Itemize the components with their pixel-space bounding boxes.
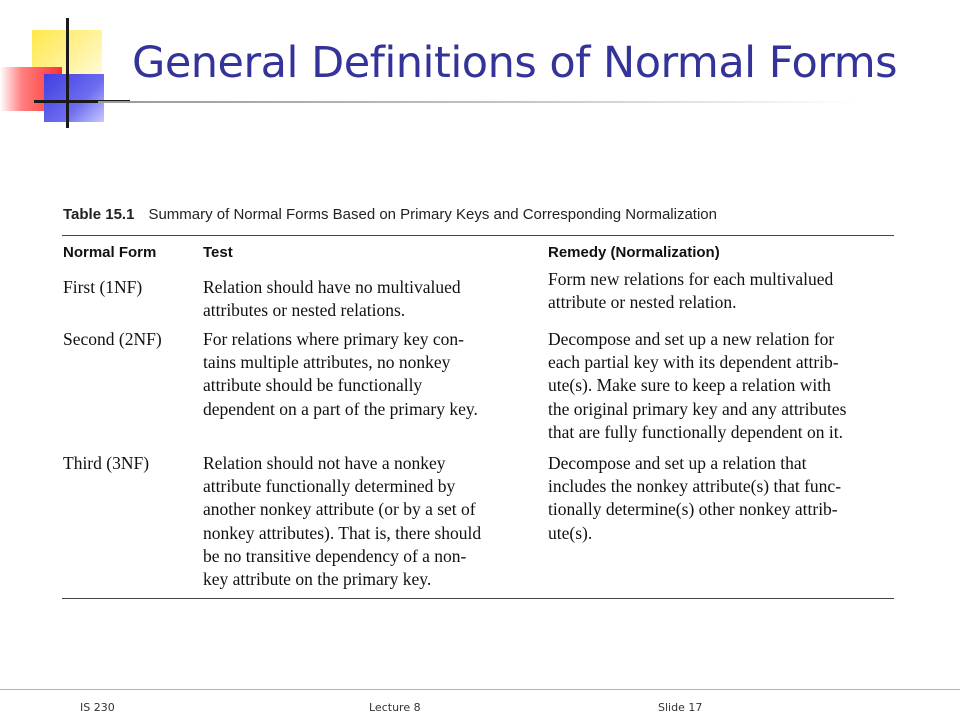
table-number: Table 15.1 [63,206,135,223]
footer-rule [0,689,960,690]
cell-remedy: Form new relations for each multivalued attribute or nested relation. [548,269,834,313]
cell-test: For relations where primary key con- tains multiple attributes, no nonkey attribute should be functionally dependent on a part of the primary key. [203,329,478,419]
slide-logo [0,0,130,130]
cell-remedy: Decompose and set up a new relation for each partial key with its dependent attrib- ute(s). Make sure to keep a relation with the original primary key and any attributes that are fully functionally dependent on it. [548,329,847,442]
logo-vertical-line [66,18,69,128]
title-underline [98,101,858,103]
table-caption [63,205,717,225]
header-remedy: Remedy (Normalization) [548,244,720,261]
cell-normal-form: Second (2NF) [63,329,162,349]
table-caption-text: Summary of Normal Forms Based on Primary Keys and Corresponding Normalization [148,206,717,223]
cell-remedy: Decompose and set up a relation that includes the nonkey attribute(s) that func- tionally determine(s) other nonkey attrib- ute(s). [548,453,842,543]
footer-lecture: Lecture 8 [369,701,421,714]
cell-normal-form: Third (3NF) [63,453,150,473]
cell-normal-form: First (1NF) [63,277,143,297]
slide-title: General Definitions of Normal Forms [132,38,898,88]
logo-blue-square [44,74,104,122]
footer-course: IS 230 [80,701,115,714]
table-bottom-rule [62,598,894,599]
header-test: Test [203,244,233,261]
footer-slide-number: Slide 17 [658,701,703,714]
header-normal-form: Normal Form [63,244,157,261]
table-top-rule [62,235,894,236]
cell-test: Relation should not have a nonkey attribute functionally determined by another nonkey attribute (or by a set of nonkey attributes). That is, there should be no transitive dependency of a non- key attribute on the primary key. [203,453,482,590]
cell-test: Relation should have no multivalued attributes or nested relations. [203,277,461,321]
